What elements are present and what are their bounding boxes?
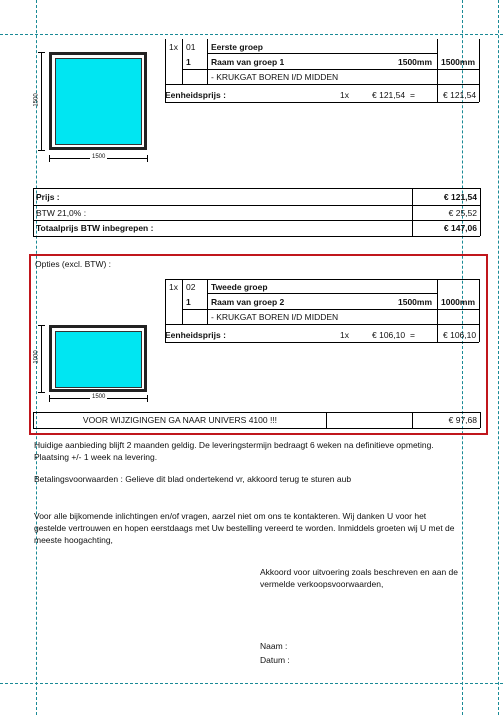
option-extra: - KRUKGAT BOREN I/D MIDDEN <box>211 312 339 322</box>
totals-vat-label: BTW 21,0% : <box>36 208 87 218</box>
item-1-option: - KRUKGAT BOREN I/D MIDDEN <box>211 72 339 82</box>
item-1-dim-width: 1500 <box>92 154 106 160</box>
margin-guide-bottom <box>0 683 503 684</box>
margin-guide-far-right <box>498 0 499 715</box>
item-1-dim-height: 1500 <box>33 93 40 107</box>
item-1-equals: = <box>410 90 415 100</box>
agreement-line-2: vermelde verkoopsvoorwaarden, <box>260 579 384 589</box>
totals-grand-value: € 147,06 <box>443 223 477 233</box>
margin-guide-top <box>0 34 503 35</box>
option-description: Raam van groep 2 <box>211 297 285 307</box>
options-heading: Opties (excl. BTW) : <box>35 259 112 269</box>
option-unit-label: Eenheidsprijs : <box>165 330 226 340</box>
totals-price-label: Prijs : <box>36 192 60 202</box>
item-1-unit-qty: 1x <box>340 90 349 100</box>
item-1-group-title: Eerste groep <box>211 42 263 52</box>
item-1-sub-qty: 1 <box>186 57 191 67</box>
option-unit-qty: 1x <box>340 330 349 340</box>
item-1-description: Raam van groep 1 <box>211 57 285 67</box>
validity-line-1: Huidige aanbieding blijft 2 maanden geldig. De leveringstermijn bedraagt 6 weken na definitieve opmeting. <box>34 440 434 450</box>
totals-vat-value: € 25,52 <box>448 208 477 218</box>
signature-name-label: Naam : <box>260 641 288 651</box>
agreement-line-1: Akkoord voor uitvoering zoals beschreven en aan de <box>260 567 458 577</box>
closing-line-2: gestelde vertrouwen en hopen eerstdaags met Uw bestelling vereerd te worden. Inmiddels groeten wij U met de <box>34 523 455 533</box>
item-1-qty: 1x <box>169 42 178 52</box>
item-1-width: 1500mm <box>398 57 433 67</box>
option-dim-width: 1500 <box>92 394 106 400</box>
item-1-unit-total: € 121,54 <box>443 90 477 100</box>
option-qty: 1x <box>169 282 178 292</box>
option-equals: = <box>410 330 415 340</box>
option-unit-total: € 106,10 <box>443 330 477 340</box>
closing-line-3: meeste hoogachting, <box>34 535 113 545</box>
option-unit-price: € 106,10 <box>372 330 406 340</box>
option-group-title: Tweede groep <box>211 282 268 292</box>
option-width: 1500mm <box>398 297 433 307</box>
validity-line-2: Plaatsing +/- 1 week na levering. <box>34 452 158 462</box>
closing-text <box>34 510 455 546</box>
agreement-text <box>260 566 458 590</box>
option-number: 02 <box>186 282 196 292</box>
signature-date-label: Datum : <box>260 655 290 665</box>
item-1-number: 01 <box>186 42 196 52</box>
item-1-unit-label: Eenheidsprijs : <box>165 90 226 100</box>
item-1-height: 1500mm <box>441 57 476 67</box>
option-sub-qty: 1 <box>186 297 191 307</box>
option-dim-height: 1000 <box>33 350 40 364</box>
totals-price-value: € 121,54 <box>443 192 477 202</box>
option-height: 1000mm <box>441 297 476 307</box>
item-1-unit-price: € 121,54 <box>372 90 406 100</box>
options-footer-value: € 97,68 <box>448 415 477 425</box>
closing-line-1: Voor alle bijkomende inlichtingen en/of vragen, aarzel niet om ons te kontakteren. Wij danken U voor het <box>34 511 427 521</box>
payment-terms: Betalingsvoorwaarden : Gelieve dit blad ondertekend vr, akkoord terug te sturen aub <box>34 474 352 484</box>
options-footer-text: VOOR WIJZIGINGEN GA NAAR UNIVERS 4100 !!! <box>82 415 278 425</box>
validity-text <box>34 439 434 463</box>
totals-grand-label: Totaalprijs BTW inbegrepen : <box>36 223 154 233</box>
